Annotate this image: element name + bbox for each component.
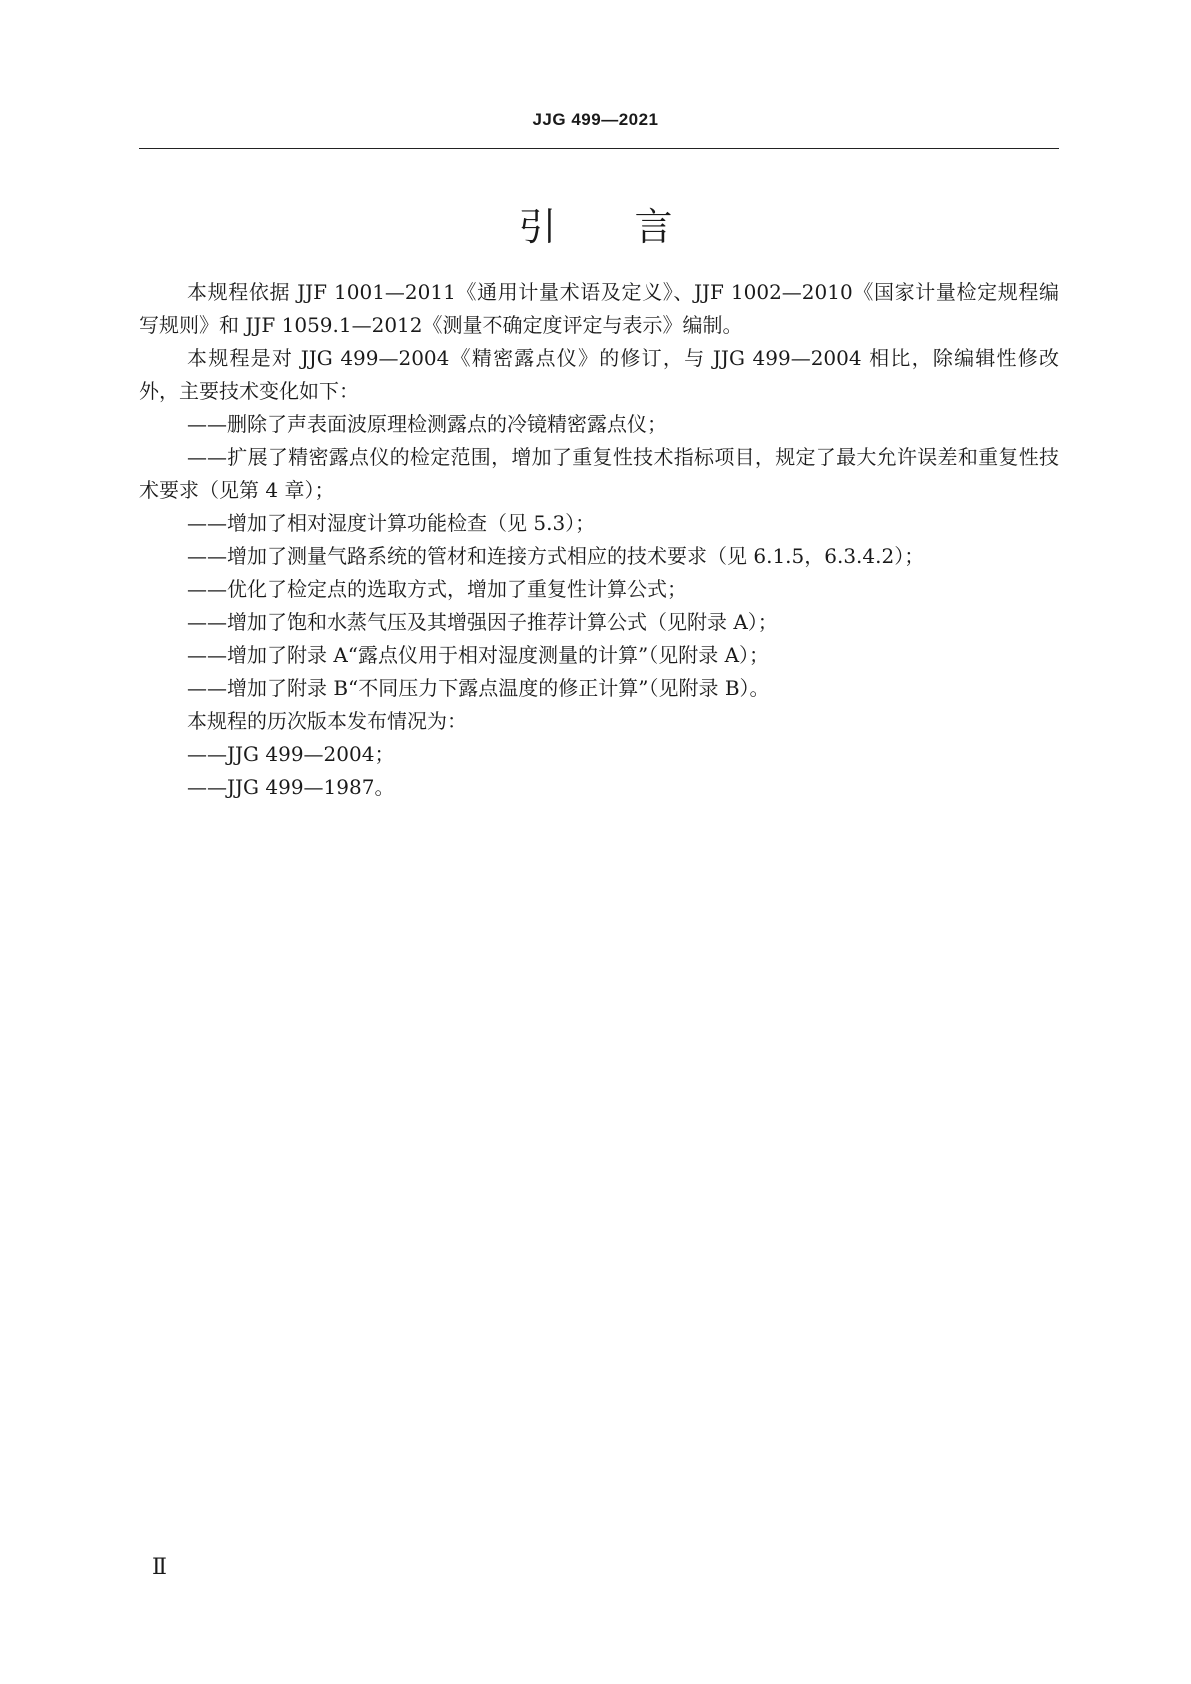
change-item: ——增加了附录 A“露点仪用于相对湿度测量的计算”（见附录 A）； bbox=[187, 643, 770, 667]
header-divider bbox=[139, 148, 1059, 149]
page-number: Ⅱ bbox=[152, 1555, 167, 1580]
paragraph-version-history: 本规程的历次版本发布情况为： bbox=[187, 709, 467, 733]
change-item: ——扩展了精密露点仪的检定范围，增加了重复性技术指标项目，规定了最大允许误差和重复性技术要求（见第 4 章）； bbox=[139, 445, 1059, 502]
document-code-header: JJG 499—2021 bbox=[532, 110, 659, 129]
change-item: ——增加了测量气路系统的管材和连接方式相应的技术要求（见 6.1.5，6.3.4.2）； bbox=[187, 544, 925, 568]
paragraph-revision-summary: 本规程是对 JJG 499—2004《精密露点仪》的修订，与 JJG 499—2004 相比，除编辑性修改外，主要技术变化如下： bbox=[139, 346, 1059, 403]
paragraph-basis: 本规程依据 JJF 1001—2011《通用计量术语及定义》、JJF 1002—2010《国家计量检定规程编写规则》和 JJF 1059.1—2012《测量不确定度评定与表示》编制。 bbox=[139, 280, 1059, 337]
page-title: 引言 bbox=[518, 205, 751, 249]
change-item: ——增加了附录 B“不同压力下露点温度的修正计算”（见附录 B）。 bbox=[187, 676, 770, 700]
version-item: ——JJG 499—1987。 bbox=[187, 775, 395, 799]
change-item: ——增加了相对湿度计算功能检查（见 5.3）； bbox=[187, 511, 596, 535]
change-item: ——优化了检定点的选取方式，增加了重复性计算公式； bbox=[187, 577, 687, 601]
change-item: ——删除了声表面波原理检测露点的冷镜精密露点仪； bbox=[187, 412, 667, 436]
version-item: ——JJG 499—2004； bbox=[187, 742, 395, 766]
introduction-body bbox=[139, 276, 1059, 804]
change-item: ——增加了饱和水蒸气压及其增强因子推荐计算公式（见附录 A）； bbox=[187, 610, 778, 634]
